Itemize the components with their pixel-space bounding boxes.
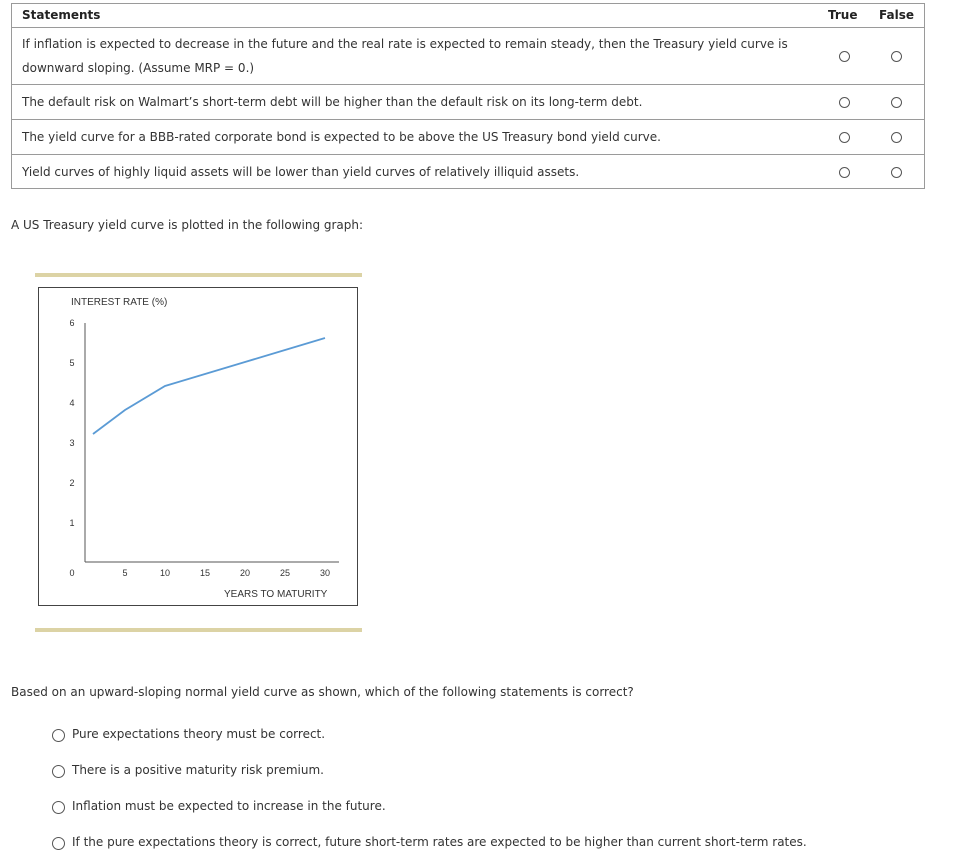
option-radio[interactable] [52,837,65,850]
top-divider [35,273,362,277]
false-radio[interactable] [891,132,902,143]
y-tick-label: 0 [69,568,75,578]
y-tick-label: 1 [69,518,75,528]
statements-table-header [12,4,924,28]
y-tick-label: 2 [69,478,75,488]
x-tick-labels [122,568,330,578]
x-tick-label: 5 [122,568,128,578]
chart-canvas [39,288,359,607]
y-tick-labels [69,318,74,578]
option-label: There is a positive maturity risk premium. [72,763,324,777]
x-tick-label: 10 [159,568,171,578]
statement-text: If inflation is expected to decrease in the future and the real rate is expected to remain steady, then the Treasury yield curve is downward sloping. (Assume MRP = 0.) [22,37,788,75]
statement-text: The yield curve for a BBB-rated corporate bond is expected to be above the US Treasury bond yield curve. [22,130,661,144]
true-radio[interactable] [839,167,850,178]
y-tick-label: 5 [69,358,75,368]
header-false: False [879,8,914,22]
y-axis-label: INTEREST RATE (%) [71,297,168,308]
option-radio[interactable] [52,801,65,814]
option-radio[interactable] [52,729,65,742]
false-radio[interactable] [891,51,902,62]
bottom-divider [35,628,362,632]
option-label: Inflation must be expected to increase in the future. [72,799,386,813]
header-true: True [828,8,858,22]
x-tick-label: 25 [279,568,291,578]
yield-curve-chart [38,287,358,606]
y-tick-label: 6 [69,318,75,328]
option-radio[interactable] [52,765,65,778]
yield-curve-line [93,338,325,434]
statement-text: Yield curves of highly liquid assets will be lower than yield curves of relatively illiquid assets. [22,165,580,179]
graph-intro-text: A US Treasury yield curve is plotted in the following graph: [11,218,364,232]
true-radio[interactable] [839,97,850,108]
statement-row-1 [12,27,924,85]
x-tick-label: 20 [239,568,251,578]
x-tick-label: 30 [319,568,331,578]
statement-row-4 [12,155,924,188]
true-radio[interactable] [839,132,850,143]
statement-row-2 [12,85,924,120]
series-layer [93,338,325,434]
false-radio[interactable] [891,167,902,178]
x-tick-label: 15 [199,568,211,578]
option-label: Pure expectations theory must be correct. [72,727,326,741]
false-radio[interactable] [891,97,902,108]
statements-table [11,3,925,189]
x-axis-label: YEARS TO MATURITY [224,589,328,600]
statement-row-3 [12,120,924,155]
true-radio[interactable] [839,51,850,62]
option-label: If the pure expectations theory is correct, future short-term rates are expected to be higher than current short-term rates. [72,835,807,849]
y-tick-label: 4 [69,398,75,408]
header-statements: Statements [22,8,101,22]
question-text: Based on an upward-sloping normal yield curve as shown, which of the following statements is correct? [11,685,634,699]
y-tick-label: 3 [69,438,75,448]
statement-text: The default risk on Walmart’s short-term debt will be higher than the default risk on its long-term debt. [22,95,643,109]
